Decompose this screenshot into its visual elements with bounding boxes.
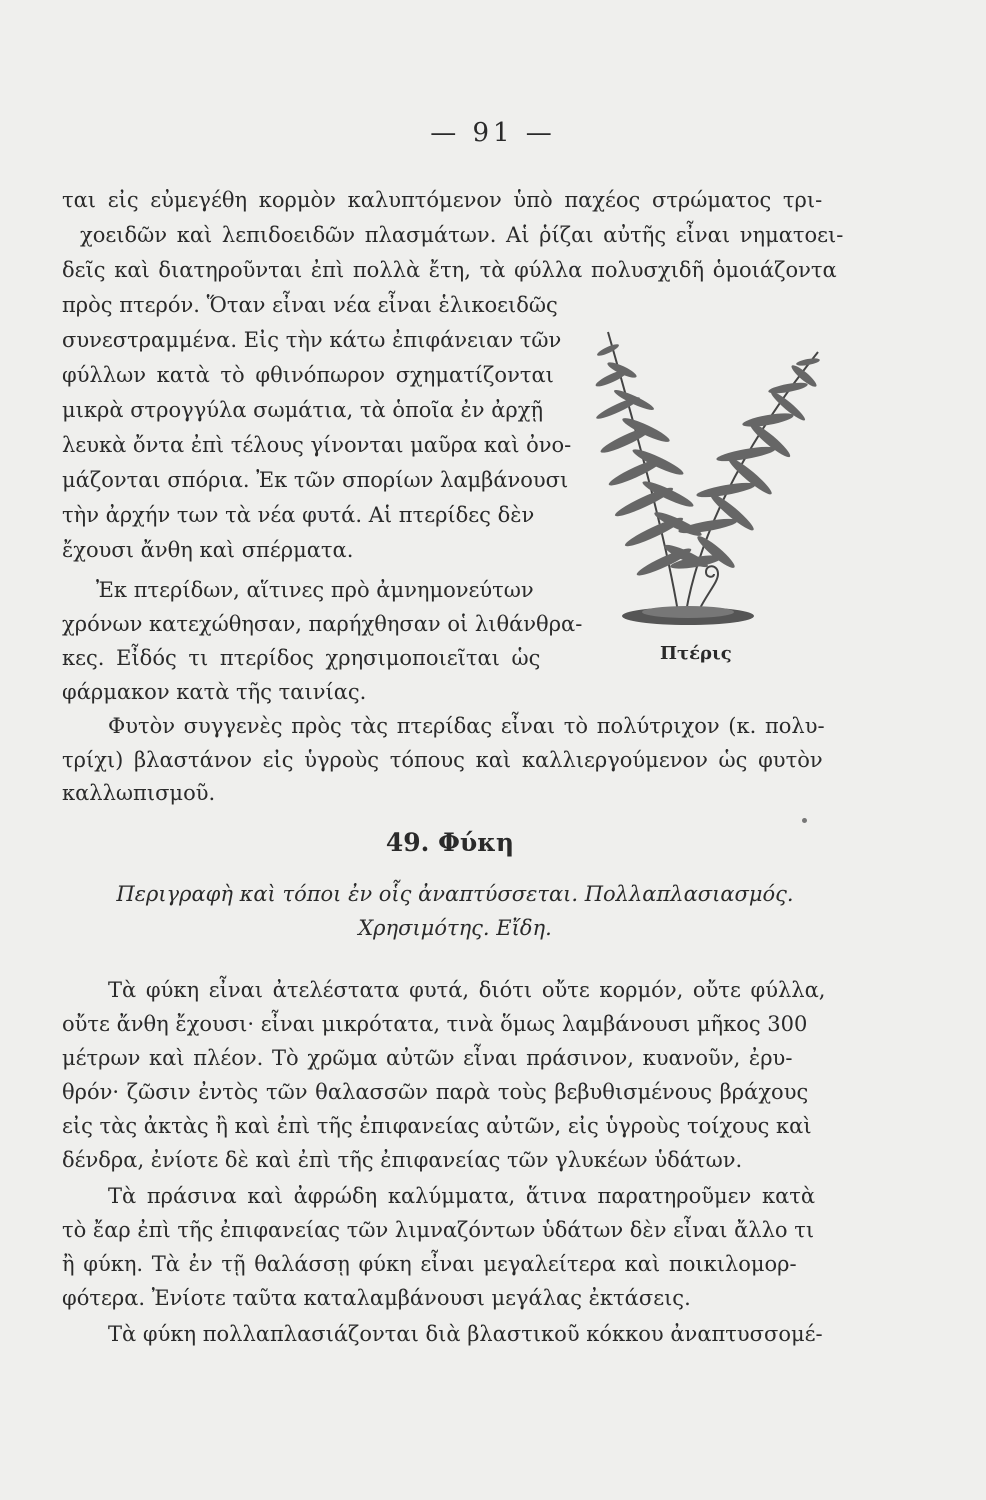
text-line: πρὸς πτερόν. Ὅταν εἶναι νέα εἶναι ἑλικοειδῶς: [62, 293, 558, 317]
page-number: — 91 —: [430, 118, 556, 148]
text-line: μικρὰ στρογγύλα σωμάτια, τὰ ὁποῖα ἐν ἀρχῇ: [62, 398, 544, 422]
text-line: Ἐκ πτερίδων, αἵτινες πρὸ ἀμνημονεύτων: [96, 578, 534, 602]
text-line: τρίχι) βλαστάνον εἰς ὑγροὺς τόπους καὶ καλλιεργούμενον ὡς φυτὸν: [62, 748, 823, 772]
text-line: Φυτὸν συγγενὲς πρὸς τὰς πτερίδας εἶναι τὸ πολύτριχον (κ. πολυ-: [108, 714, 825, 738]
text-line: χοειδῶν καὶ λεπιδοειδῶν πλασμάτων. Αἱ ῥίζαι αὐτῆς εἶναι νηματοει-: [80, 223, 844, 247]
text-line: καλλωπισμοῦ.: [62, 781, 216, 805]
text-line: χρόνων κατεχώθησαν, παρήχθησαν οἱ λιθάνθρα-: [62, 612, 583, 636]
text-line: μέτρων καὶ πλέον. Τὸ χρῶμα αὐτῶν εἶναι πράσινον, κυανοῦν, ἐρυ-: [62, 1046, 793, 1070]
fern-illustration: [568, 312, 840, 662]
figure-caption: Πτέρις: [660, 643, 732, 664]
text-line: ἔχουσι ἄνθη καὶ σπέρματα.: [62, 538, 354, 562]
text-line: ται εἰς εὐμεγέθη κορμὸν καλυπτόμενον ὑπὸ παχέος στρώματος τρι-: [62, 188, 823, 212]
text-line: ἢ φύκη. Τὰ ἐν τῇ θαλάσσῃ φύκη εἶναι μεγαλείτερα καὶ ποικιλομορ-: [62, 1252, 797, 1276]
text-line: δένδρα, ἐνίοτε δὲ καὶ ἐπὶ τῆς ἐπιφανείας τῶν γλυκέων ὑδάτων.: [62, 1148, 743, 1172]
text-line: μάζονται σπόρια. Ἐκ τῶν σπορίων λαμβάνουσι: [62, 468, 569, 492]
text-line: Τὰ φύκη εἶναι ἀτελέστατα φυτά, διότι οὔτε κορμόν, οὔτε φύλλα,: [108, 978, 826, 1002]
text-line: οὔτε ἄνθη ἔχουσι· εἶναι μικρότατα, τινὰ ὅμως λαμβάνουσι μῆκος 300: [62, 1012, 808, 1036]
text-line: φύλλων κατὰ τὸ φθινόπωρον σχηματίζονται: [62, 363, 554, 387]
text-line: συνεστραμμένα. Εἰς τὴν κάτω ἐπιφάνειαν τῶν: [62, 328, 562, 352]
section-heading: 49. Φύκη: [385, 828, 515, 857]
ink-spot: [802, 818, 807, 823]
section-subtitle: Χρησιμότης. Εἴδη.: [358, 916, 552, 940]
text-line: δεῖς καὶ διατηροῦνται ἐπὶ πολλὰ ἔτη, τὰ φύλλα πολυσχιδῆ ὁμοιάζοντα: [62, 258, 837, 282]
section-subtitle: Περιγραφὴ καὶ τόποι ἐν οἷς ἀναπτύσσεται. Πολλαπλασιασμός.: [116, 882, 794, 906]
text-line: τὸ ἔαρ ἐπὶ τῆς ἐπιφανείας τῶν λιμναζόντων ὑδάτων δὲν εἶναι ἄλλο τι: [62, 1218, 815, 1242]
text-line: φότερα. Ἐνίοτε ταῦτα καταλαμβάνουσι μεγάλας ἐκτάσεις.: [62, 1286, 691, 1310]
text-line: θρόν· ζῶσιν ἐντὸς τῶν θαλασσῶν παρὰ τοὺς βεβυθισμένους βράχους: [62, 1080, 809, 1104]
text-line: εἰς τὰς ἀκτὰς ἢ καὶ ἐπὶ τῆς ἐπιφανείας αὐτῶν, εἰς ὑγροὺς τοίχους καὶ: [62, 1114, 812, 1138]
text-line: Τὰ φύκη πολλαπλασιάζονται διὰ βλαστικοῦ κόκκου ἀναπτυσσομέ-: [108, 1322, 823, 1346]
text-line: φάρμακον κατὰ τῆς ταινίας.: [62, 680, 367, 704]
text-line: Τὰ πράσινα καὶ ἀφρώδη καλύμματα, ἅτινα παρατηροῦμεν κατὰ: [108, 1184, 816, 1208]
text-line: λευκὰ ὄντα ἐπὶ τέλους γίνονται μαῦρα καὶ ὀνο-: [62, 433, 572, 457]
text-line: κες. Εἶδός τι πτερίδος χρησιμοποιεῖται ὡς: [62, 646, 541, 670]
text-line: τὴν ἀρχήν των τὰ νέα φυτά. Αἱ πτερίδες δὲν: [62, 503, 535, 527]
